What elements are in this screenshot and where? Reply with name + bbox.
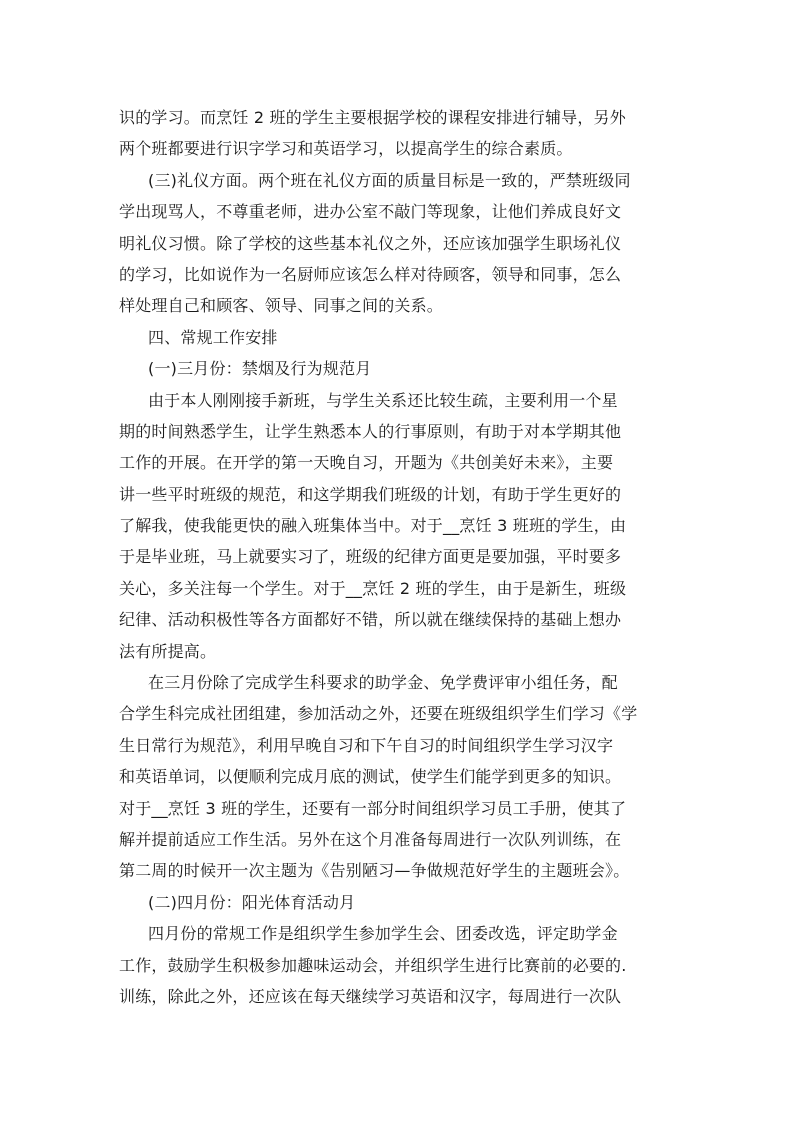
text-line: 两个班都要进行识字学习和英语学习，以提高学生的综合素质。	[119, 139, 573, 159]
text-line: 识的学习。而烹饪 2 班的学生主要根据学校的课程安排进行辅导，另外	[119, 108, 626, 127]
text-line: 样处理自己和顾客、领导、同事之间的关系。	[119, 296, 444, 316]
text-line: 训练，除此之外，还应该在每天继续学习英语和汉字，每周进行一次队	[119, 986, 622, 1006]
text-line: (三)礼仪方面。两个班在礼仪方面的质量目标是一致的，严禁班级同	[148, 170, 631, 190]
subsection-heading: (一)三月份：禁烟及行为规范月	[148, 359, 372, 379]
text-line: 在三月份除了完成学生科要求的助学金、免学费评审小组任务，配	[148, 673, 618, 693]
text-line: 第二周的时候开一次主题为《告别陋习—争做规范好学生的主题班会》。	[119, 861, 630, 881]
text-line: 合学生科完成社团组建，参加活动之外，还要在班级组织学生们学习《学	[119, 704, 638, 724]
text-line: 法有所提高。	[119, 641, 217, 661]
text-line: 讲一些平时班级的规范，和这学期我们班级的计划，有助于学生更好的	[119, 484, 622, 504]
document-body	[119, 102, 681, 1012]
text-line: 纪律、活动积极性等各方面都好不错，所以就在继续保持的基础上想办	[119, 610, 622, 630]
text-line: 工作，鼓励学生积极参加趣味运动会，并组织学生进行比赛前的必要的.	[119, 955, 627, 975]
text-line: 期的时间熟悉学生，让学生熟悉本人的行事原则，有助于对本学期其他	[119, 421, 622, 441]
text-line: 明礼仪习惯。除了学校的这些基本礼仪之外，还应该加强学生职场礼仪	[119, 233, 622, 253]
text-line: 的学习，比如说作为一名厨师应该怎么样对待顾客，领导和同事，怎么	[119, 264, 622, 284]
text-line: 和英语单词，以便顺利完成月底的测试，使学生们能学到更多的知识。	[119, 767, 622, 787]
subsection-heading: (二)四月份：阳光体育活动月	[148, 892, 356, 912]
text-line: 对于__烹饪 3 班的学生，还要有一部分时间组织学习员工手册，使其了	[119, 798, 627, 818]
text-line: 了解我，使我能更快的融入班集体当中。对于__烹饪 3 班班的学生，由	[119, 516, 627, 536]
text-line: 生日常行为规范》，利用早晚自习和下午自习的时间组织学生学习汉字	[119, 735, 614, 755]
text-line: 学出现骂人，不尊重老师，进办公室不敲门等现象，让他们养成良好文	[119, 202, 622, 222]
text-line: 由于本人刚刚接手新班，与学生关系还比较生疏，主要利用一个星	[148, 390, 618, 410]
section-heading: 四、常规工作安排	[148, 327, 278, 347]
text-line: 工作的开展。在开学的第一天晚自习，开题为《共创美好未来》，主要	[119, 453, 614, 473]
text-line: 关心，多关注每一个学生。对于__烹饪 2 班的学生，由于是新生，班级	[119, 578, 627, 598]
text-line: 解并提前适应工作生活。另外在这个月准备每周进行一次队列训练，在	[119, 829, 622, 849]
text-line: 四月份的常规工作是组织学生参加学生会、团委改选，评定助学金	[148, 924, 618, 944]
text-line: 于是毕业班，马上就要实习了，班级的纪律方面更是要加强，平时要多	[119, 547, 622, 567]
